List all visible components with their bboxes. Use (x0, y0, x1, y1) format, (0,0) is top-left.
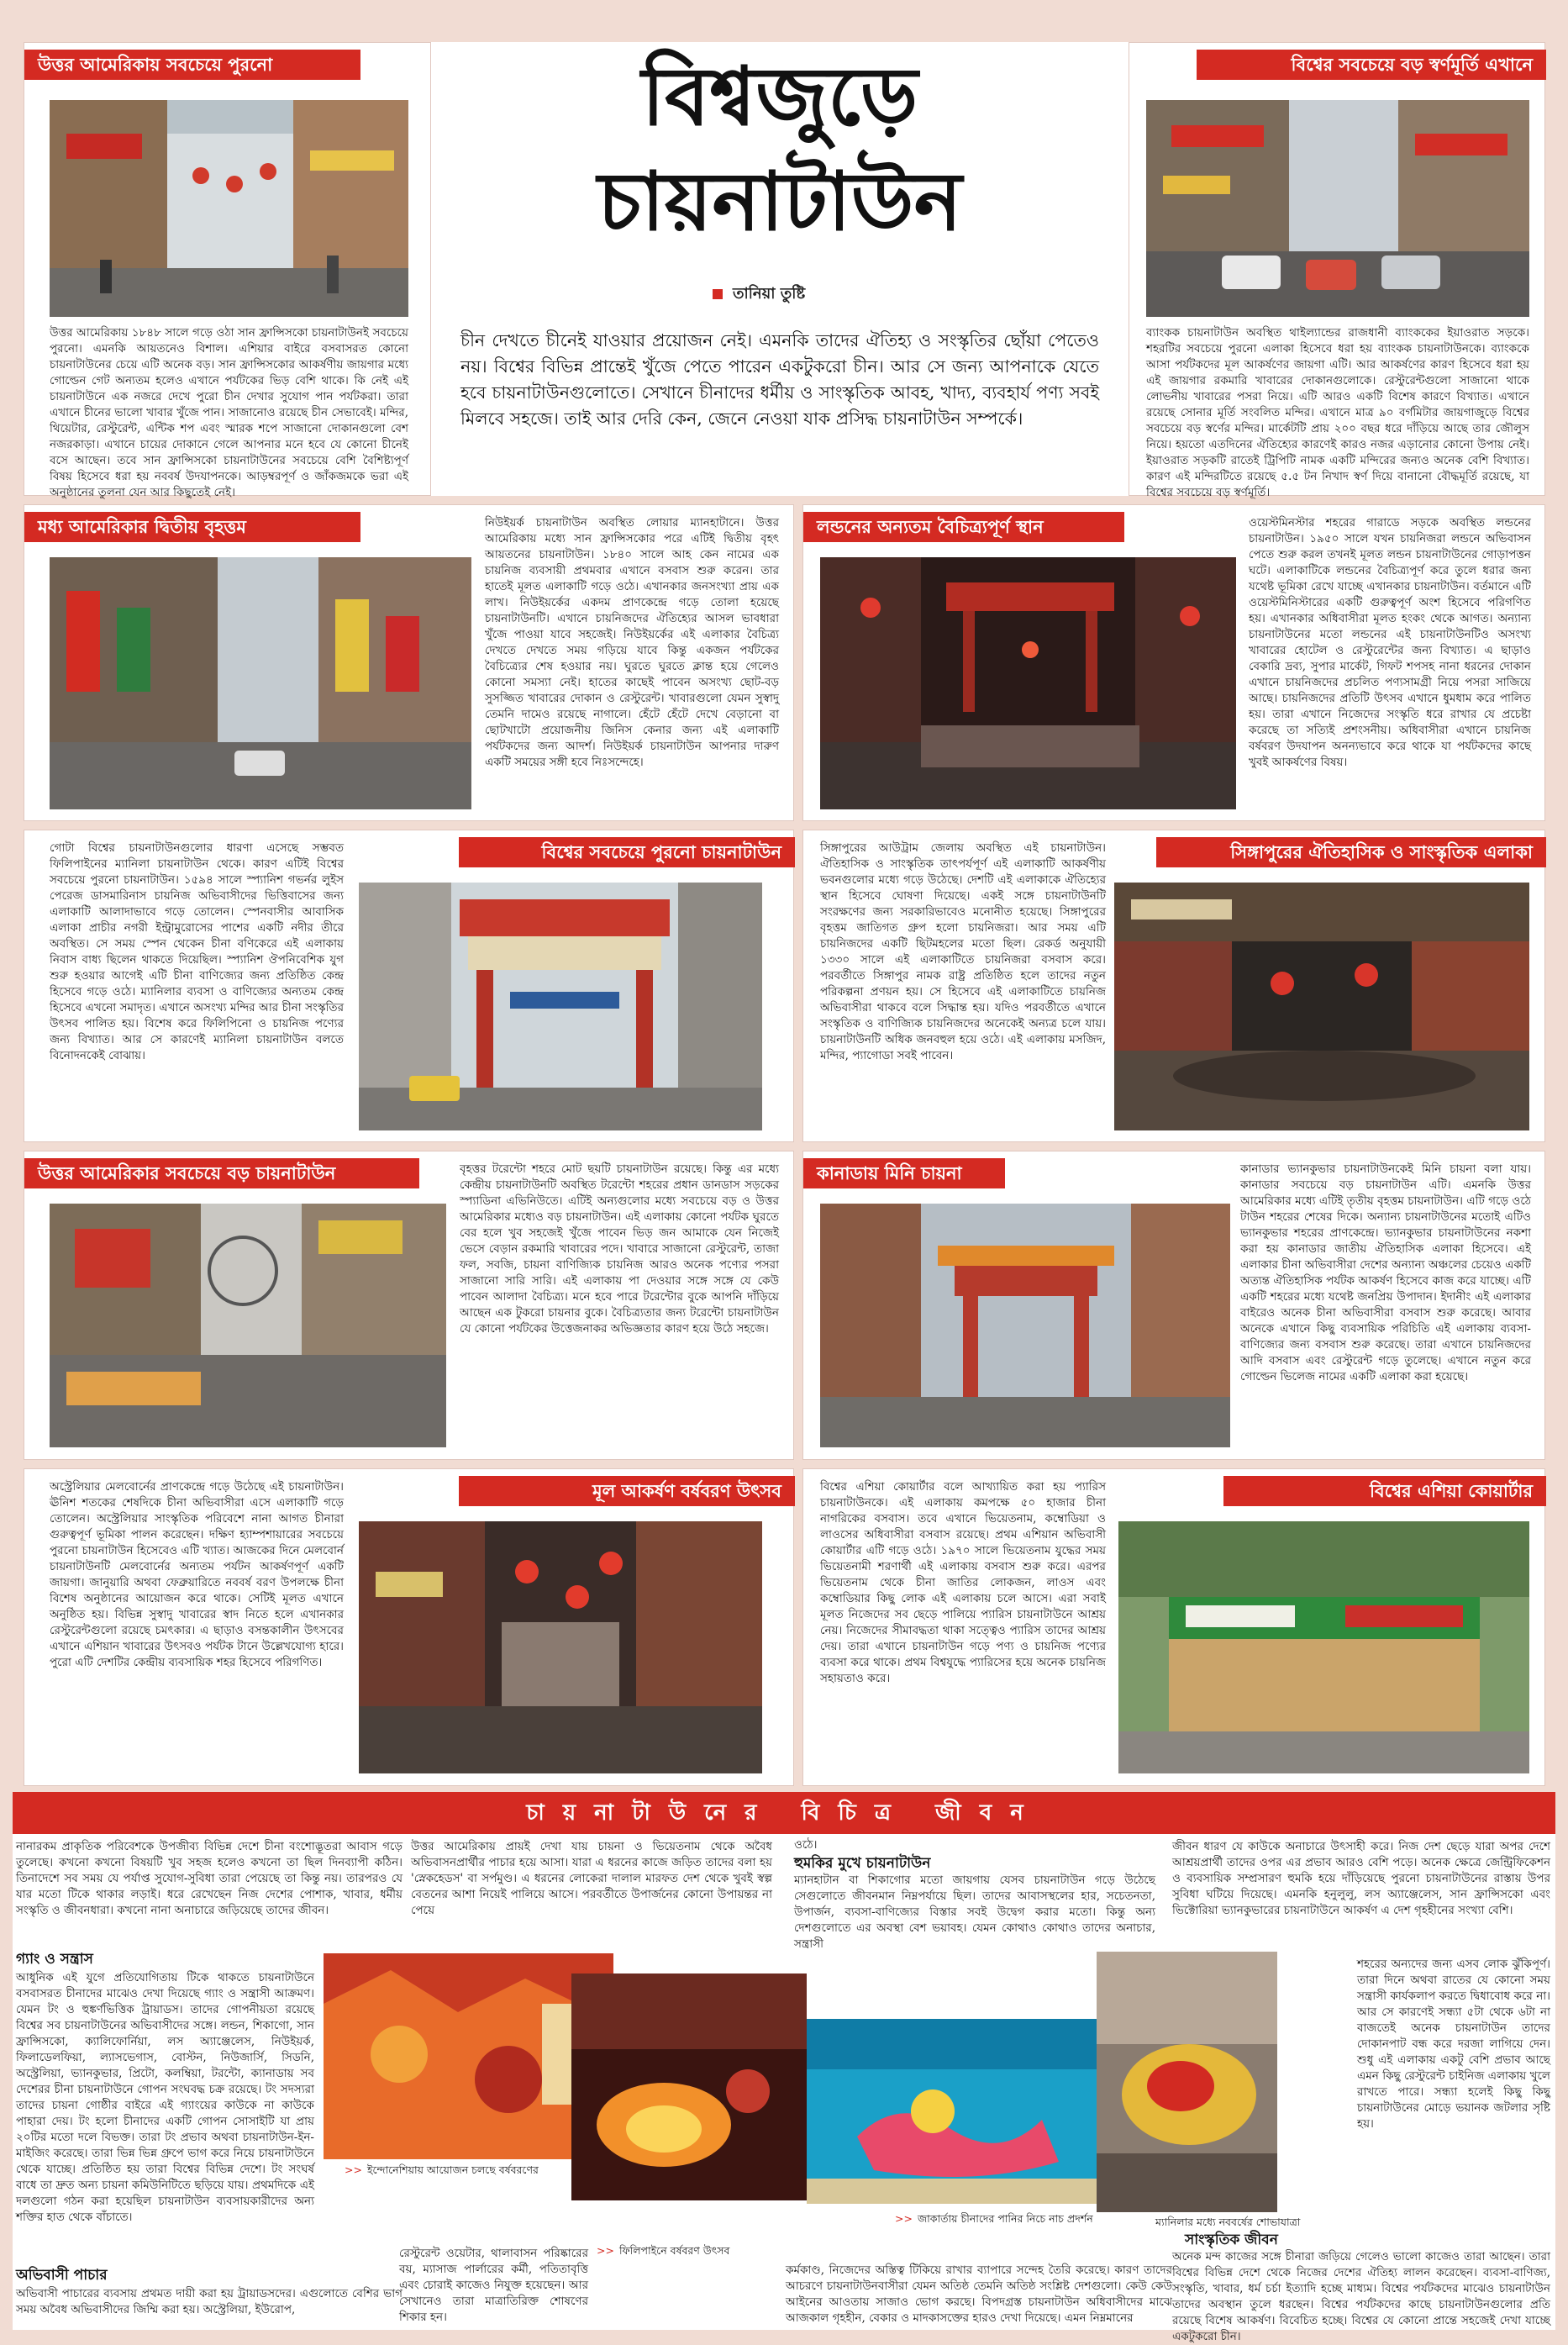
text-vancouver: কানাডার ভ্যানকুভার চায়নাটাউনকেই মিনি চায়না বলা যায়। কানাডার সবচেয়ে বড় চায়নাটাউন এটি। এমনকি উত্তর আমেরিকার মধ্যে এটিই তৃতীয় বৃহত্তম চায়নাটাউন। এটি গড়ে ওঠে টাউন শহরের শেষের দিকে। অন্যান্য চায়নাটাউনের মতোই এটিও ভ্যানকুভার শহরের প্রাণকেন্দ্রে। ভ্যানকুভার চায়নাটাউনের নকশা করা হয় কানাডার জাতীয় ঐতিহাসিক এলাকা হিসেবে। এই এলাকার চীনা অভিবাসীরা দেশের অন্যান্য অঞ্চলের চেয়েও একটি অত্যন্ত ঐতিহাসিক পর্যটক আকর্ষণ হিসেবে কাজ করে যাচ্ছে। এটি একটি শহরের মধ্যে যথেষ্ট জনপ্রিয় উপাদান। ইদানীং এই এলাকার বাইরেও অনেক চীনা অভিবাসীরা বসবাস শুরু করেছে। আবার অনেকে এখানে কিছু ব্যবসায়িক পরিচিতি এই এলাকায় ব্যবসা-বাণিজ্যের জন্য বসবাস শুরু করেছে। তারা এখানে চায়নিজদের আদি বসবাস এবং রেস্টুরেন্ট গড়ে তুলেছে। এখানে নতুন করে গোল্ডেন ভিলেজ নামের একটি এলাকা করা হয়েছে। (1240, 1162, 1531, 1383)
section-title-vancouver: কানাডায় মিনি চায়না (803, 1158, 1005, 1188)
section-title-bangkok: বিশ্বের সবচেয়ে বড় স্বর্ণমূর্তি এখানে (1197, 50, 1546, 80)
photo-new-york-street (50, 557, 471, 809)
section-title-paris: বিশ্বের এশিয়া কোয়ার্টার (1223, 1476, 1546, 1506)
photo-singapore-market (1114, 883, 1529, 1130)
section-title-manila: বিশ্বের সবচেয়ে পুরনো চায়নাটাউন (459, 837, 795, 867)
text-hum-pre: ওঠে। (794, 1838, 818, 1852)
page-title-line2: চায়নাটাউন (597, 154, 962, 249)
text-night: শহরের অন্যদের জন্য এসব লোক ঝুঁকিপূর্ণ। তারা দিনে অথবা রাতের যে কোনো সময় সন্ত্রাসী কার্যকলাপ করতে দ্বিধাবোধ করে না। আর সে কারণেই সন্ধ্যা ৫টা থেকে ৬টা না বাজতেই অনেক চায়নাটাউন তাদের দোকানপাট বন্ধ করে দরজা লাগিয়ে দেন। শুধু এই এলাকায় একটু বেশি প্রভাব আছে এমন কিছু রেস্টুরেন্ট চাইনিজ এলাকায় খুলে রাখতে পারে। সন্ধ্যা হলেই কিছু কিছু চায়নাটাউনের মোড়ে ভয়ানক জটলার সৃষ্টি হয়। (1357, 1958, 1550, 2131)
photo-philippines-fire (571, 1973, 807, 2200)
subheading-immigrant: অভিবাসী পাচার (16, 2267, 108, 2284)
caption-manila-text: ম্যানিলার মধ্যে নববর্ষের শোভাযাত্রা (1155, 2216, 1301, 2228)
text-culture: অনেক মন্দ কাজের সঙ্গে চীনারা জড়িয়ে গেলেও ভালো কাজেও তারা আছেন। তারা বিশ্বের বিভিন্ন দেশে থেকে নিজের দেশের ঐতিহ্য লালন করেছেন। ব্যবসা-বাণিজ্য, সংস্কৃতি, খাবার, ধর্ম চর্চা ইত্যাদি হচ্ছে মাধ্যম। বিশ্বের পর্যটকদের মাঝেও চায়নাটাউন তাদের অবস্থান তুলে ধরছেন। বিশ্বের পর্যটকদের কাছে চায়নাটাউনগুলোর প্রতি রয়েছে বিশেষ আকর্ষণ। বিবেচিত হচ্ছে। বিশ্বের যে কোনো প্রান্তে সহজেই দেখা যাচ্ছে একটুকরো চীন। (1172, 2250, 1550, 2343)
text-threat: ম্যানহাটান বা শিকাগোর মতো জায়গায় যেসব চায়নাটাউন গড়ে উঠেছে সেগুলোতে জীবনমান নিম্নপর্যায়ে ছিল। তাদের আবাসস্থলের হার, সচেতনতা, উপার্জন, ব্যবসা-বাণিজ্যের বিস্তার সবই উদ্বেগ করার মতো। কিন্তু অন্য দেশগুলোতে এর অবস্থা বেশ ভয়াবহ। যেমন কোথাও কোথাও তাদের অনাচার, সন্ত্রাসী (794, 1873, 1155, 1951)
text-paris: বিশ্বের এশিয়া কোয়ার্টার বলে আখ্যায়িত করা হয় প্যারিস চায়নাটাউনকে। এই এলাকায় কমপক্ষে ৫০ হাজার চীনা নাগরিকের বসবাস। তবে এখানে ভিয়েতনাম, কম্বোডিয়া ও লাওসের অধিবাসীরা বসবাস রয়েছে। প্রথম এশিয়ান অভিবাসী কোয়ার্টার এটি গড়ে ওঠে। ১৯৭০ সালে ভিয়েতনাম যুদ্ধের সময় ভিয়েতনামী শরণার্থী এই এলাকায় বসবাস শুরু করে। এরপর ভিয়েতনাম থেকে চীনা জাতির লোকজন, লাওস এবং কম্বোডিয়ার কিছু লোক এই এলাকায় চলে আসে। এরা সবাই মূলত নিজেদের সব ছেড়ে পালিয়ে প্যারিস চায়নাটাউনে আশ্রয় নেয়। নিজেদের সীমাবদ্ধতা থাকা সত্ত্বেও প্যারিস তাদের আশ্রয় দেয়। তারা এখানে চায়নাটাউন গড়ে পণ্য ও চায়নিজ পণ্যের ব্যবসা করে থাকে। প্রথম বিশ্বযুদ্ধে প্যারিসের হয়ে অনেক চায়নিজ সহায়তাও করে। (820, 1480, 1106, 1685)
bottom-banner-title: চায়নাটাউনের বিচিত্র জীবন (13, 1792, 1555, 1834)
panel-singapore (802, 830, 1545, 1142)
photo-melbourne-street (359, 1521, 762, 1773)
panel-bangkok (1129, 42, 1545, 499)
text-intro: নানারকম প্রাকৃতিক পরিবেশকে উপজীব্য বিভিন্ন দেশে চীনা বংশোদ্ভূতরা আবাস গড়ে তুলেছে। কখনো কখনো বিষয়টি খুব সহজ হলেও কখনো তা ছিল দিনব্যাপী কঠিন। তিনাদেশে সব সময় যে পর্যাপ্ত সুযোগ-সুবিধা তারা পেয়েছে তা কিন্তু নয়। তারপরও যে যার মতো টিকে থাকার লড়াই। ধরে রেখেছেন নিজ দেশের পোশাক, খাবার, ধর্মীয় সংস্কৃতি ও জীবনধারা। কখনো নানা অনাচারে জড়িয়েছে তাদের জীবন। (16, 1840, 403, 1917)
text-snakeheads: উত্তর আমেরিকায় প্রায়ই দেখা যায় চায়না ও ভিয়েতনাম থেকে অবৈধ অভিবাসনপ্রার্থীর পাচার হয়ে আসা। যারা এ ধরনের কাজে জড়িত তাদের বলা হয় 'স্নেকহেডস' বা সর্পমুণ্ড। এ ধরনের লোকেরা দালাল মারফত দেশ থেকে খুবই স্বল্প বেতনের আশা নিয়েই পালিয়ে আসে। পরবর্তীতে উপার্জনের কোনো উপায়ন্তর না পেয়ে (411, 1840, 772, 1917)
lead-paragraph: চীন দেখতে চীনেই যাওয়ার প্রয়োজন নেই। এমনকি তাদের ঐতিহ্য ও সংস্কৃতির ছোঁয়া পেতেও নয়। বিশ্বের বিভিন্ন প্রান্তেই খুঁজে পেতে পারেন একটুকরো চীন। আর সে জন্য আপনাকে যেতে হবে চায়নাটাউনগুলোতে। সেখানে চীনাদের ধর্মীয় ও সাংস্কৃতিক আবহ, খাদ্য, ব্যবহার্য পণ্য সবই মিলবে সহজে। তাই আর দেরি কেন, জেনে নেওয়া যাক প্রসিদ্ধ চায়নাটাউন সম্পর্কে। (460, 330, 1099, 429)
photo-paris-store (1118, 1521, 1529, 1773)
section-title-toronto: উত্তর আমেরিকার সবচেয়ে বড় চায়নাটাউন (24, 1158, 419, 1188)
panel-san-francisco (24, 42, 431, 499)
text-threat-cont: কর্মকাণ্ড, নিজেদের অস্তিত্ব টিকিয়ে রাখার ব্যাপারে সন্দেহ তৈরি করেছে। কারণ তাদের আচরণে চায়নাটাউনবাসীরা যেমন অতিষ্ঠ তেমনি অতিষ্ঠ সংশ্লিষ্ট দেশগুলো। কেউ কেউ আইনের আওতায় সাজাও ভোগ করছে। বিপদগ্রস্ত চায়নাটাউন অধিবাসীদের মাঝে আজকাল গৃহহীন, বেকার ও মাদকাসক্তের হারও দেখা দিয়েছে। এমন নিম্নমানের (786, 2263, 1172, 2325)
panel-vancouver (802, 1151, 1545, 1460)
caption-philippines (597, 2244, 729, 2261)
section-title-melbourne: মূল আকর্ষণ বর্ষবরণ উৎসব (459, 1476, 795, 1506)
subheading-threat: হুমকির মুখে চায়নাটাউন (794, 1855, 931, 1872)
text-san-francisco: উত্তর আমেরিকায় ১৮৪৮ সালে গড়ে ওঠা সান ফ্রান্সিসকো চায়নাটাউনই সবচেয়ে পুরনো। এমনকি আয়তনেও বিশাল। এশিয়ার বাইরে বসবাসরত কোনো চায়নাটাউনের চেয়ে এটি অনেক বড়। সান ফ্রান্সিসকোর আকর্ষণীয় জায়গার মধ্যে গোল্ডেন গেট অন্যতম হলেও এখানে পর্যটকের ভিড় বেশি থাকে। কি নেই এই চায়নাটাউনে এক নজরে দেখে পুরো চীন দেখার সুযোগ পান পর্যটকরা। তারা এখানে চীনের ভালো খাবার খুঁজে পান। সাজানোও রয়েছে চীন সেভাবেই। মন্দির, থিয়েটার, রেস্টুরেন্ট, এন্টিক শপ এবং স্মারক শপে সাজানো দোকানগুলো বেশ নজরকাড়া। এখানে চায়ের দোকানে গেলে আপনার মনে হবে যে কোনো চীনেই বসে আছেন। তবে সান ফ্রান্সিসকো চায়নাটাউনের সবচেয়ে বেশি বৈশিষ্ট্যপূর্ণ বিষয় হিসেবে ধরা হয় নববর্ষ উদযাপনকে। আড়ম্বরপূর্ণ ও জাঁকজমকে ভরা এই অনুষ্ঠানের তুলনা যেন আর কিছুতেই নেই। (50, 326, 408, 499)
text-singapore: সিঙ্গাপুরের আউট্রাম জেলায় অবস্থিত এই চায়নাটাউন। ঐতিহাসিক ও সাংস্কৃতিক তাৎপর্যপূর্ণ এই এলাকাটি আকর্ষণীয় ভবনগুলোর মধ্যে গড়ে উঠেছে। দেশটি এই এলাকাকে ঐতিহ্যের স্থান হিসেবে ঘোষণা দিয়েছে। একই সঙ্গে চায়নাটাউনটি সংরক্ষণের জন্য সরকারিভাবেও মনোনীত হয়েছে। সিঙ্গাপুরের বৃহত্তম জাতিগত গ্রুপ হলো চায়নিজরা। আর সময় এটি চায়নিজদের একটি ছিটমহলের মতো ছিল। রেকর্ড অনুযায়ী ১৩৩০ সালে এই এলাকাটিতে চায়নিজরা বসবাস করে। পরবর্তীতে সিঙ্গাপুর নামক রাষ্ট্র প্রতিষ্ঠিত হলে তাদের নতুন পরিকল্পনা প্রণয়ন হয়। সে হিসেবে এই এলাকাটিতে চায়নিজ অভিবাসীরা থাকবে বলে সিদ্ধান্ত হয়। যদিও পরবর্তীতে এখানে সংস্কৃতিক ও বাণিজ্যিক চায়নিজদের অনেকেই অন্যত্র চলে যায়। চায়নাটাউনটি অধিক জনবহুল হয়ে ওঠে। এই এলাকায় মসজিদ, মন্দির, প্যাগোডা সবই পাবেন। (820, 841, 1106, 1062)
photo-vancouver-gate (820, 1204, 1230, 1447)
photo-manila-dragon (1097, 1952, 1277, 2212)
panel-new-york (24, 504, 794, 821)
photo-toronto-market (50, 1204, 446, 1447)
panel-toronto (24, 1151, 794, 1460)
caption-manila (1155, 2216, 1300, 2232)
panel-london (802, 504, 1545, 821)
caption-arrow-icon: >> (895, 2212, 913, 2225)
text-homeless: জীবন ধারণ যে কাউকে অনাচারে উৎসাহী করে। নিজ দেশ ছেড়ে যারা অপর দেশে আশ্রয়প্রার্থী তাদের ওপর এর প্রভাব আরও বেশি পড়ে। অনেক ক্ষেত্রে জেন্ট্রিফিকেশন ও ব্যবসায়িক সম্প্রসারণ হুমকি হয়ে দাঁড়িয়েছে পুরনো চায়নাটাউনের রাস্তায় উপর সুবিধা ঘটিয়ে দিয়েছে। এমনকি হনুলুলু, লস অ্যাঞ্জেলেস, সান ফ্রান্সিসকো এবং ভিক্টোরিয়া ভ্যানকুভারের চায়নাটাউনে আকর্ষণ এ দেশ গৃহহীনের সংখ্যা বেশি। (1172, 1840, 1550, 1917)
panel-manila (24, 830, 794, 1142)
text-manila: গোটা বিশ্বের চায়নাটাউনগুলোর ধারণা এসেছে সম্ভবত ফিলিপাইনের ম্যানিলা চায়নাটাউন থেকে। কারণ এটিই বিশ্বের সবচেয়ে পুরনো চায়নাটাউন। ১৫৯৪ সালে স্প্যানিশ গভর্নর লুইস পেরেজ ডাসমারিনাস চায়নিজ অভিবাসীদের ভিত্তিবাসের জন্য এলাকাটি আলাদাভাবে গড়ে তোলেন। স্পেনবাসীর আবাসিক এলাকা প্রাচীর নগরী ইন্ট্রামুরোসের পাশের একটি নদীর তীরে অবস্থিত। সে সময় স্পেন থেকেন চীনা বণিকেরে এই এলাকায় নিবাস বাধ্য ছিলেন থাকতে দিয়েছিল। স্প্যানিশ ঔপনিবেশিক যুগ শুরু হওয়ার আগেই এটি চীনা বাণিজ্যের জন্য প্রতিষ্ঠিত কেন্দ্র হিসেবে গড়ে ওঠে। ম্যানিলার ব্যবসা ও বাণিজ্যের অন্যতম কেন্দ্র হিসেবে এখনো সমাদৃত। এখানে অসংখ্য মন্দির আর চীনা সংস্কৃতির উৎসব পালিত হয়। বিশেষ করে ফিলিপিনো ও চায়নিজ পণ্যের জন্য বিখ্যাত। আর সে কারণেই ম্যানিলা চায়নাটাউন বলতে বিনোদনকেই বোঝায়। (50, 841, 344, 1062)
caption-indonesia-text: ইন্দোনেশিয়ায় আয়োজন চলছে বর্ষবরণের (366, 2163, 539, 2176)
text-london: ওয়েস্টমিনস্টার শহরের গারাডে সড়কে অবস্থিত লন্ডনের চায়নাটাউন। ১৯৫০ সালে যখন চায়নিজরা লন্ডনে অভিবাসন পেতে শুরু করল তখনই মূলত লন্ডন চায়নাটাউনের গোড়াপত্তন ঘটে। এলাকাটিকে লন্ডনের বৈচিত্র্যপূর্ণ করে তুলে ধরার জন্য যথেষ্ট ভূমিকা রেখে যাচ্ছে এখানকার চায়নাটাউন। বর্তমানে এটি ওয়েস্টমিনিস্টারের একটি গুরুত্বপূর্ণ অংশ হিসেবে পরিগণিত হয়। এখানকার অধিবাসীরা মূলত হংকং থেকে আগত। অন্যান্য চায়নাটাউনের মতো লন্ডনের এই চায়নাটাউনটিও অসংখ্য খাবারের হোটেল ও রেস্টুরেন্টের জন্য বিখ্যাত। এ ছাড়াও বেকারি দ্রব্য, সুপার মার্কেট, গিফট শপসহ নানা ধরনের দোকান এখানে চায়নিজদের প্রচলিত পণ্যসামগ্রী নিয়ে পসরা সাজিয়ে আছে। চায়নিজদের প্রতিটি উৎসব এখানে ধুমধাম করে পালিত হয়। তারা এখানে নিজেদের সংস্কৃতি ধরে রাখার যে প্রচেষ্টা করেছে তা সত্যিই প্রশংসনীয়। অধিবাসীরা এখানে চায়নিজ বর্ষবরণ উদযাপন অনন্যভাবে করে থাকে যা পর্যটকদের কাছে খুবই আকর্ষণের বিষয়। (1249, 516, 1531, 769)
bottom-feature (13, 1792, 1555, 2343)
text-gang: আধুনিক এই যুগে প্রতিযোগিতায় টিকে থাকতে চায়নাটাউনে বসবাসরত চীনাদের মাঝেও দেখা দিয়েছে গ্যাং ও সন্ত্রাসী আক্রমণ। যেমন টং ও হুঙ্কর্ণভিত্তিক ট্রায়াডস। তাদের গোপনীয়তা রয়েছে বিশ্বের সব চায়নাটাউনের অভিবাসীদের সঙ্গে। লন্ডন, শিকাগো, সান ফ্রান্সিসকো, ক্যালিফোর্নিয়া, লস অ্যাঞ্জেলেস, নিউইয়র্ক, ফিলাডেলফিয়া, ল্যাসভেগাস, বোস্টন, নিউজার্সি, সিডনি, অস্ট্রেলিয়া, ভ্যানকুভার, প্রিটো, কলম্বিয়া, টরন্টো, ক্যানাডায় সব দেশেরর চীনা চায়নাটাউনে গোপন সংঘবদ্ধ চক্র রয়েছে। টং সদস্যরা তাদের চায়না গোষ্ঠীর বাইরে এই গ্যাংয়ের কাউকে না কাউকে পাহারা দেয়। টং হলো চীনাদের একটি গোপন সোসাইটি যা প্রায় ২০টির মতো দলে বিভক্ত। তারা টং প্রভাব অথবা চায়নাটাউন-ইন-মাইজিং করেছে। তারা ভিন্ন ভিন্ন গ্রুপে ভাগ করে নিয়ে চায়নাটাউনে থেকে যাচ্ছে। প্রতিষ্ঠিত হয় তারা বিশ্বের বিভিন্ন দেশে। টং সংঘর্ষ বাধে তা দ্রুত অন্য চায়না কমিউনিটিতে ছড়িয়ে যায়। প্রথমদিকে এই দলগুলো গঠন করা হয়েছিল চায়নাটাউন ব্যবসায়কারীদের অন্য শক্তির হাত থেকে বাঁচাতে। (16, 1971, 314, 2224)
author-name: তানিয়া তুষ্টি (733, 285, 806, 303)
caption-philippines-text: ফিলিপাইনে বর্ষবরণ উৎসব (618, 2244, 730, 2257)
caption-arrow-icon: >> (345, 2163, 362, 2176)
photo-san-francisco-street (50, 100, 408, 317)
author-byline (713, 282, 805, 308)
section-title-san-francisco: উত্তর আমেরিকায় সবচেয়ে পুরনো (24, 50, 360, 80)
caption-jakarta (895, 2212, 1093, 2229)
text-workers: রেস্টুরেন্ট ওয়েটার, থালাবাসন পরিষ্কারের বয়, ম্যাসাজ পার্লারের কর্মী, পতিতাবৃত্তি এবং চোরাই কাজেও নিযুক্ত হয়েছেন। আর সেখানেও তারা মাত্রাতিরিক্ত শোষণের শিকার হন। (399, 2247, 588, 2324)
text-immigrant: অভিবাসী পাচারের ব্যবসায় প্রথমত দায়ী করা হয় ট্রায়াডসদের। এগুলোতে বেশির ভাগ সময় অবৈধ অভিবাসীদের জিম্মি করা হয়। অস্ট্রেলিয়া, ইউরোপ, (16, 2287, 403, 2316)
caption-jakarta-text: জাকার্তায় চীনাদের পানির নিচে নাচ প্রদর্শন (917, 2212, 1093, 2225)
byline-square-icon (713, 289, 723, 299)
text-toronto: বৃহত্তর টরেন্টো শহরে মোট ছয়টি চায়নাটাউন রয়েছে। কিন্তু এর মধ্যে কেন্দ্রীয় চায়নাটাউনটি অবস্থিত টরেন্টো শহরের প্রধান ডানডাস সড়কের স্প্যাডিনা এভিনিউতে। এটিই অন্যগুলোর মধ্যে সবচেয়ে বড় ও উত্তর আমেরিকার মধ্যেও বড় চায়নাটাউন। এই এলাকায় কোনো পর্যটক ঘুরতে বের হলে খুব সহজেই খুঁজে পাবেন ভিড় জন আমাকে যেন নিজেই ভেসে বেড়ান রকমারি খাবারের পদে। খাবারে সাজানো রেস্টুরেন্ট, তাজা ফল, সবজি, চায়না বাণিজ্যিক চায়নিজ আরও অনেক পণ্যের পসরা সাজানো সারি সারি। এই এলাকায় পা দেওয়ার সঙ্গে সঙ্গে যে কেউ পাবেন আলাদা বৈচিত্র্য। মনে হবে পারে টরেন্টোর বুকে আপনি দাঁড়িয়ে আছেন এক টুকরো চায়নার বুকে। বৈচিত্র্যতার জন্য টরেন্টো চায়নাটাউন যে কোনো পর্যটকের উত্তেজনাকর অভিজ্ঞতার কারণ হয়ে উঠে সহজে। (460, 1162, 779, 1336)
subheading-gang: গ্যাং ও সন্ত্রাস (16, 1951, 93, 1968)
section-title-new-york: মধ্য আমেরিকার দ্বিতীয় বৃহত্তম (24, 512, 360, 542)
photo-bangkok-street (1146, 100, 1529, 317)
caption-indonesia (345, 2163, 539, 2180)
photo-jakarta-underwater (807, 2019, 1097, 2204)
text-melbourne: অস্ট্রেলিয়ার মেলবোর্নের প্রাণকেন্দ্রে গড়ে উঠেছে এই চায়নাটাউন। ঊনিশ শতকের শেষদিকে চীনা অভিবাসীরা এসে এলাকাটি গড়ে তোলেন। অস্ট্রেলিয়ার সাংস্কৃতিক পরিবেশে নানা আগত চীনারা গুরুত্বপূর্ণ ভূমিকা পালন করেছেন। দক্ষিণ হ্যাম্পশায়ারের সবচেয়ে পুরনো চায়নাটাউন হিসেবেও এটি খ্যাত। আজকের দিনে মেলবোর্ন চায়নাটাউনটি মেলবোর্নের অন্যতম পর্যটন আকর্ষণপূর্ণ একটি জায়গা। জানুয়ারি অথবা ফেব্রুয়ারিতে নববর্ষ বরণ উপলক্ষে চীনা বিশেষ অনুষ্ঠানের আয়োজন করে থাকে। সেটিই মূলত এখানে অনুষ্ঠিত হয়। বিভিন্ন সুস্বাদু খাবারের স্বাদ নিতে হলে এখানকার রেস্টুরেন্টগুলো রয়েছে চমৎকার। এ ছাড়াও বসন্তকালীন উৎসবের এখানে এশিয়ান খাবারের উৎসবও পর্যটক টানে উল্লেখযোগ্য হারে। পুরো এটি দেশটির কেন্দ্রীয় ব্যবসায়িক শহর হিসেবে পরিগণিত। (50, 1480, 344, 1669)
photo-indonesia-lanterns (324, 1953, 613, 2159)
text-bangkok: ব্যাংকক চায়নাটাউন অবস্থিত থাইল্যান্ডের রাজধানী ব্যাংককের ইয়াওরাত সড়কে। শহরটির সবচেয়ে পুরনো এলাকা হিসেবে ধরা হয় ব্যাংকক চায়নাটাউনকে। ব্যাংককে আসা পর্যটকদের মূল আকর্ষণের জায়গা এটি। আর আকর্ষণের কারণ হিসেবে ধরা হয় এই জায়গার রকমারি খাবারের দোকানগুলোকে। রেস্টুরেন্টগুলো সাজানো থাকে লোভনীয় খাবারের পসরা নিয়ে। এটি আরও একটি বিশেষ কারণে বিখ্যাত। এখানে রয়েছে সোনার মূর্তি সংবলিত মন্দির। এখানে মাত্র ৯০ বর্গমিটার জায়গাজুড়ে বিশ্বের সবচেয়ে বড় স্বর্ণের মন্দির। মার্কেটটি প্রায় ২০০ বছর ধরে দাঁড়িয়ে আছে তার জৌলুস নিয়ে। হয়তো এতদিনের ঐতিহ্যের কারণেই কারও নজর এড়ানোর কোনো উপায় নেই। ইয়াওরাত সড়কটি রাতেই ট্রিপিটি নামক একটি মন্দিরের জন্যও অনেক বেশি বিখ্যাত। কারণ এই মন্দিরটিতে রয়েছে ৫.৫ টন নিখাদ স্বর্ণ দিয়ে বানানো বৌদ্ধমূর্তি রয়েছে, যা বিশ্বের সবচেয়ে বড় স্বর্ণমূর্তি। (1146, 326, 1529, 499)
page-title-line1: বিশ্বজুড়ে (641, 49, 918, 144)
header-panel (431, 42, 1129, 496)
section-title-singapore: সিঙ্গাপুরের ঐতিহাসিক ও সাংস্কৃতিক এলাকা (1156, 837, 1546, 867)
subheading-culture: সাংস্কৃতিক জীবন (1185, 2232, 1278, 2248)
caption-arrow-icon: >> (597, 2244, 614, 2257)
text-new-york: নিউইয়র্ক চায়নাটাউন অবস্থিত লোয়ার ম্যানহাটানে। উত্তর আমেরিকায় মধ্যে সান ফ্রান্সিসকোর পরে এটিই দ্বিতীয় বৃহৎ আয়তনের চায়নাটাউন। ১৮৪০ সালে আহ কেন নামের এক চায়নিজ ব্যবসায়ী প্রথমবার এখানে বসবাস শুরু করেন। তার হাতেই মূলত এলাকাটি গড়ে ওঠে। এখানকার জনসংখ্যা প্রায় এক লাখ। নিউইয়র্কের একদম প্রাণকেন্দ্রে গড়ে তোলা হয়েছে চায়নাটাউনটি। এখানে চায়নিজদের ঐতিহ্যের আসল ভাবধারা খুঁজে পাওয়া যাবে সহজেই। নিউইয়র্কের এই এলাকার বৈচিত্র্য দেখতে দেখতে সময় গড়িয়ে যাবে কিন্তু একজন পর্যটকের বৈচিত্র্যের শেষ হওয়ার নয়। ঘুরতে ঘুরতে ক্লান্ত হয়ে গেলেও কোনো সমস্যা নেই। হাতের কাছেই পাবেন অসংখ্য ছোট-বড় সুসজ্জিত খাবারের দোকান ও রেস্টুরেন্ট। খাবারগুলো যেমন সুস্বাদু তেমনি দামেও রয়েছে নাগালে। হেঁটে হেঁটে দেখে বেড়ানো বা ছোটখাটো প্রয়োজনীয় জিনিস কেনার জন্য এই এলাকাটি পর্যটকদের জন্য আদর্শ। নিউইয়র্ক চায়নাটাউন আপনার দারুণ একটি সময়ের সঙ্গী হবে নিঃসন্দেহে। (485, 516, 779, 769)
panel-melbourne (24, 1468, 794, 1786)
photo-manila-arch (359, 883, 762, 1130)
photo-london-gate (820, 557, 1236, 809)
section-title-london: লন্ডনের অন্যতম বৈচিত্র্যপূর্ণ স্থান (803, 512, 1124, 542)
panel-paris (802, 1468, 1545, 1786)
